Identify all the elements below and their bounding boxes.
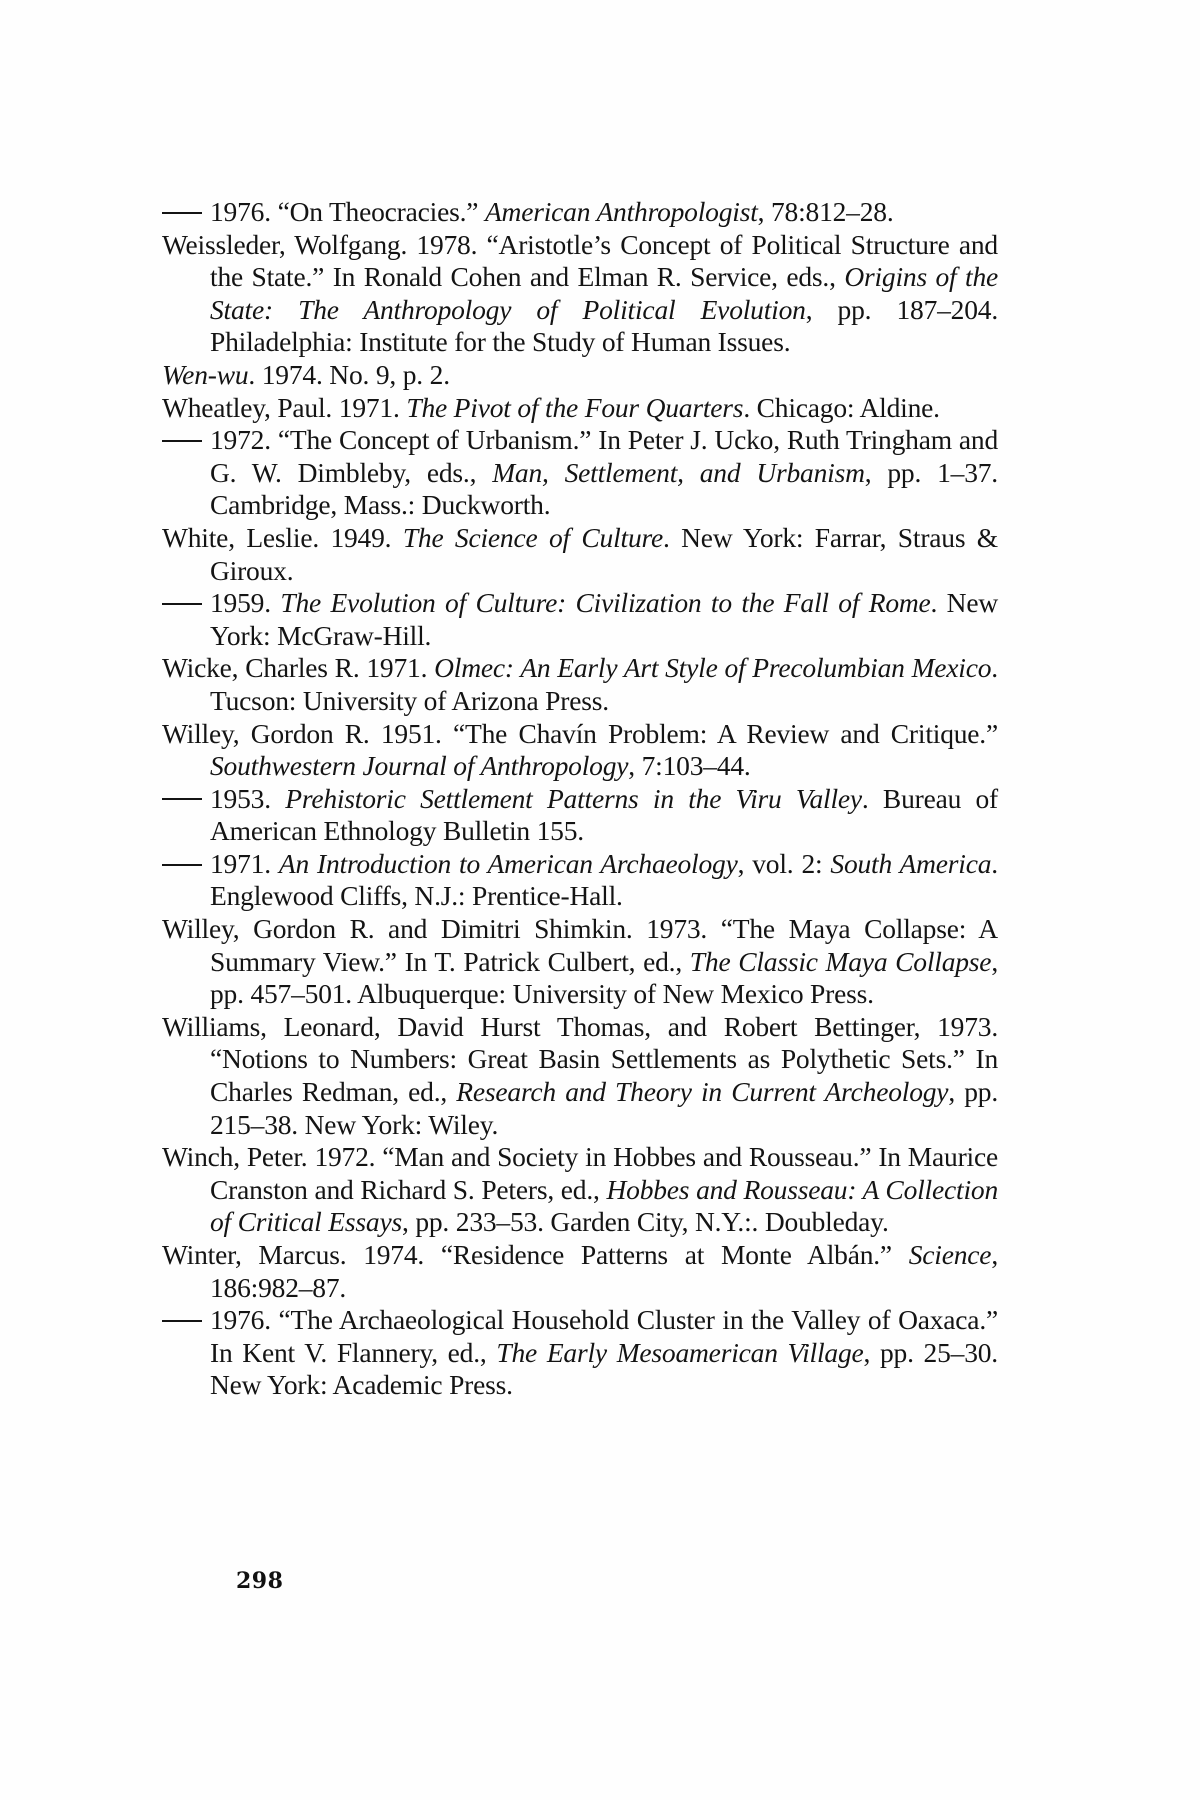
entry-title-italic: Prehistoric Settlement Patterns in the Viru Valley bbox=[285, 782, 862, 814]
repeat-author-dash bbox=[162, 212, 202, 214]
entry-text: . Chicago: Aldine. bbox=[743, 391, 940, 423]
entry-title-italic: Origins of the State: The Anthropology of Political Evolution bbox=[210, 261, 998, 325]
entry-text: “Aristotle’s Concept of Political Structure and the State.” In Ronald Cohen and Elman R. Service, eds., bbox=[210, 228, 998, 293]
entry-author: Willey, Gordon R. bbox=[162, 717, 370, 749]
entry-title-italic: The Evolution of Culture: Civilization to the Fall of Rome bbox=[280, 587, 931, 619]
entry-year: 1976. bbox=[210, 1304, 271, 1336]
entry-text: “The Concept of Urbanism.” In Peter J. Ucko, Ruth Tringham and G. W. Dimbleby, eds., bbox=[210, 424, 998, 488]
entry-title-italic: An Introduction to American Archaeology bbox=[278, 847, 738, 879]
repeat-author-dash bbox=[162, 864, 202, 866]
entry-title-italic: South America bbox=[830, 847, 992, 879]
entry-title-italic: The Science of Culture bbox=[402, 521, 664, 553]
page-number: 298 bbox=[236, 1568, 284, 1594]
entry-year: 1972. bbox=[210, 424, 271, 456]
entry-title-italic: Research and Theory in Current Archeology bbox=[456, 1076, 949, 1108]
entry-text: , pp. 25–30. New York: Academic Press. bbox=[210, 1336, 998, 1401]
entry-author: Winter, Marcus. bbox=[162, 1239, 347, 1270]
entry-text: “On Theocracies.” bbox=[270, 196, 485, 227]
entry-text: “The Maya Collapse: A Summary View.” In T. Patrick Culbert, ed., bbox=[210, 913, 998, 977]
entry-author: White, Leslie. bbox=[162, 521, 319, 553]
entry-text bbox=[271, 783, 285, 814]
bibliography-entry bbox=[162, 848, 998, 913]
bibliography-list bbox=[162, 196, 998, 1402]
entry-title-italic: Wen-wu bbox=[162, 358, 249, 390]
entry-text: , pp. 215–38. New York: Wiley. bbox=[210, 1076, 998, 1140]
entry-text: . New York: Farrar, Straus & Giroux. bbox=[210, 521, 998, 586]
bibliography-entry bbox=[162, 1304, 998, 1402]
bibliography-entry bbox=[162, 718, 998, 783]
entry-title-italic: Hobbes and Rousseau: A Collection of Critical Essays bbox=[210, 1173, 998, 1238]
entry-text: , pp. 457–501. Albuquerque: University of New Mexico Press. bbox=[210, 945, 998, 1010]
entry-year: 1978. bbox=[407, 228, 478, 260]
bibliography-entry bbox=[162, 913, 998, 1011]
bibliography-entry bbox=[162, 522, 998, 587]
entry-text bbox=[391, 522, 402, 553]
entry-year: 1972. bbox=[307, 1141, 376, 1173]
entry-author: Williams, Leonard, David Hurst Thomas, and Robert Bettinger, bbox=[162, 1010, 921, 1042]
bibliography-entry bbox=[162, 424, 998, 522]
entry-text: , vol. 2: bbox=[737, 847, 831, 879]
entry-year: 1971. bbox=[359, 652, 428, 684]
entry-year: 1971. bbox=[210, 847, 271, 879]
entry-title-italic: The Classic Maya Collapse bbox=[689, 945, 992, 977]
entry-author: Winch, Peter. bbox=[162, 1141, 308, 1173]
entry-text bbox=[271, 587, 280, 618]
entry-text: , 186:982–87. bbox=[210, 1239, 999, 1303]
entry-text: “The Chavín Problem: A Review and Critique.” bbox=[441, 717, 998, 749]
entry-text: , pp. 1–37. Cambridge, Mass.: Duckworth. bbox=[210, 456, 998, 521]
bibliography-entry bbox=[162, 359, 998, 392]
entry-text: . Tucson: University of Arizona Press. bbox=[210, 652, 998, 716]
entry-text: “Man and Society in Hobbes and Rousseau.” In Maurice Cranston and Richard S. Peters, ed., bbox=[210, 1141, 998, 1205]
entry-text: . 1974. No. 9, p. 2. bbox=[248, 358, 450, 390]
entry-title-italic: American Anthropologist bbox=[484, 196, 758, 227]
entry-title-italic: The Early Mesoamerican Village bbox=[496, 1336, 864, 1368]
entry-text: , 7:103–44. bbox=[628, 750, 751, 782]
entry-text: “Residence Patterns at Monte Albán.” bbox=[424, 1239, 909, 1270]
entry-text: , pp. 187–204. Philadelphia: Institute for the Study of Human Issues. bbox=[210, 293, 999, 358]
entry-title-italic: Science bbox=[908, 1239, 992, 1270]
entry-text: , pp. 233–53. Garden City, N.Y.:. Doubleday. bbox=[401, 1206, 889, 1238]
entry-author: Weissleder, Wolfgang. bbox=[162, 228, 408, 260]
repeat-author-dash bbox=[162, 603, 202, 605]
entry-title-italic: Man, Settlement, and Urbanism bbox=[492, 456, 865, 488]
entry-year: 1953. bbox=[210, 782, 271, 814]
bibliography-entry bbox=[162, 196, 998, 229]
entry-text: . New York: McGraw-Hill. bbox=[210, 587, 999, 651]
entry-year: 1949. bbox=[319, 521, 392, 553]
entry-year: 1974. bbox=[346, 1239, 425, 1270]
entry-title-italic: The Pivot of the Four Quarters bbox=[406, 391, 744, 423]
entry-text: . Bureau of American Ethnology Bulletin 155. bbox=[210, 782, 998, 847]
entry-title-italic: Olmec: An Early Art Style of Precolumbian Mexico bbox=[434, 652, 992, 684]
bibliography-entry bbox=[162, 652, 998, 717]
entry-title-italic: Southwestern Journal of Anthropology bbox=[210, 750, 629, 782]
entry-text: “The Archaeological Household Cluster in the Valley of Oaxaca.” In Kent V. Flannery, ed., bbox=[210, 1304, 998, 1368]
entry-year: 1973. bbox=[632, 913, 708, 945]
entry-text: , 78:812–28. bbox=[757, 196, 894, 227]
entry-text: “Notions to Numbers: Great Basin Settlements as Polythetic Sets.” In Charles Redman, ed., bbox=[210, 1043, 998, 1108]
bibliography-entry bbox=[162, 229, 998, 359]
entry-year: 1971. bbox=[332, 391, 400, 423]
entry-author: Willey, Gordon R. and Dimitri Shimkin. bbox=[162, 913, 633, 945]
bibliography-entry bbox=[162, 1239, 998, 1304]
bibliography-entry bbox=[162, 392, 998, 425]
repeat-author-dash bbox=[162, 1320, 202, 1322]
entry-year: 1973. bbox=[920, 1010, 998, 1042]
repeat-author-dash bbox=[162, 440, 202, 442]
bibliography-entry bbox=[162, 783, 998, 848]
bibliography-entry bbox=[162, 587, 998, 652]
entry-year: 1976. bbox=[210, 196, 271, 227]
repeat-author-dash bbox=[162, 798, 202, 800]
entry-year: 1959. bbox=[210, 587, 271, 619]
entry-text: . Englewood Cliffs, N.J.: Prentice-Hall. bbox=[210, 847, 998, 912]
entry-text bbox=[271, 848, 279, 879]
bibliography-entry bbox=[162, 1141, 998, 1239]
entry-author: Wicke, Charles R. bbox=[162, 652, 360, 684]
bibliography-entry bbox=[162, 1011, 998, 1141]
entry-author: Wheatley, Paul. bbox=[162, 391, 333, 423]
entry-year: 1951. bbox=[369, 717, 442, 749]
